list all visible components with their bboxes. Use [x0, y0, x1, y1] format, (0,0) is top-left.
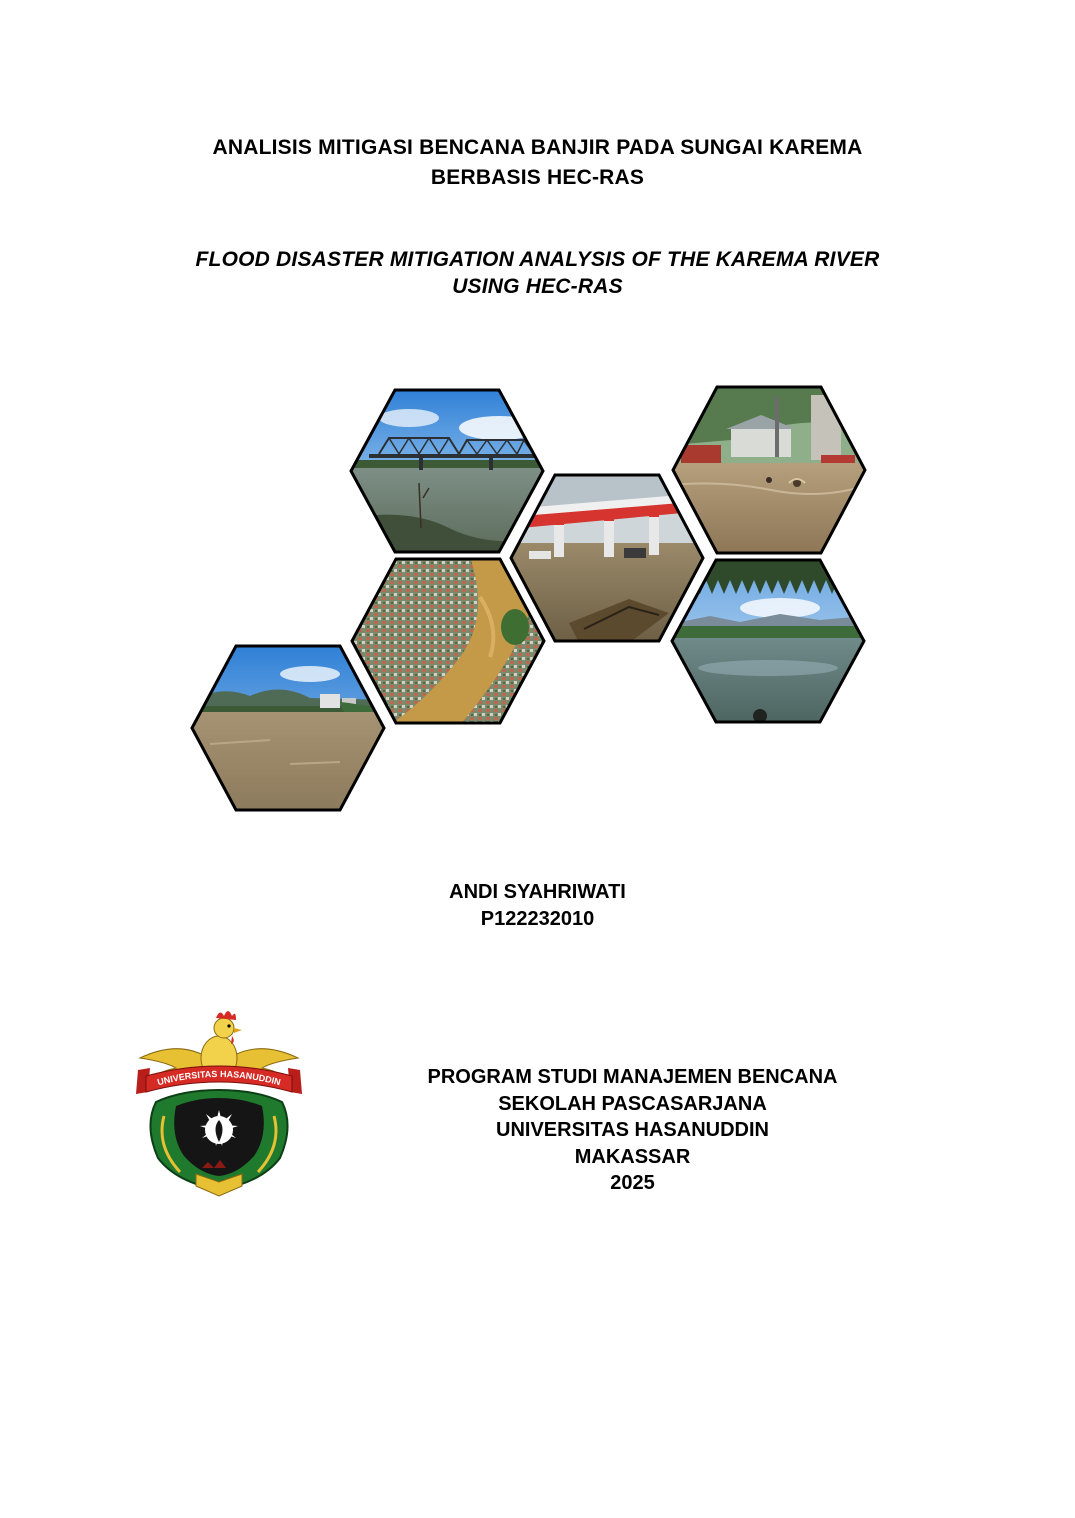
title-indonesian [0, 133, 1075, 193]
photo-calm-river-palms [670, 558, 866, 724]
university-logo [136, 1006, 302, 1202]
institution-block [380, 1064, 885, 1197]
program-name: PROGRAM STUDI MANAJEMEN BENCANA [427, 1066, 838, 1088]
title-english-line-2: USING HEC-RAS [452, 275, 623, 298]
logo-ribbon-text: UNIVERSITAS HASANUDDIN [156, 1068, 282, 1088]
title-indonesian-line-1: ANALISIS MITIGASI BENCANA BANJIR PADA SUNGAI KAREMA [212, 136, 863, 159]
author-name: ANDI SYAHRIWATI [449, 881, 626, 903]
university-name: UNIVERSITAS HASANUDDIN [496, 1119, 769, 1141]
year: 2025 [610, 1172, 655, 1194]
student-id: P122232010 [480, 908, 595, 930]
title-english-line-1: FLOOD DISASTER MITIGATION ANALYSIS OF THE KAREMA RIVER [195, 248, 880, 271]
city-name: MAKASSAR [574, 1145, 691, 1168]
photo-river-bridge [349, 388, 545, 554]
title-indonesian-line-2: BERBASIS HEC-RAS [430, 166, 645, 189]
school-name: SEKOLAH PASCASARJANA [498, 1092, 767, 1115]
photo-aerial-flooded-town [350, 557, 546, 725]
title-english [0, 246, 1075, 300]
author-block [0, 879, 1075, 933]
photo-river-bank-town [190, 644, 386, 812]
photo-flooded-gas-station [509, 473, 705, 643]
photo-flooded-street [671, 385, 867, 555]
